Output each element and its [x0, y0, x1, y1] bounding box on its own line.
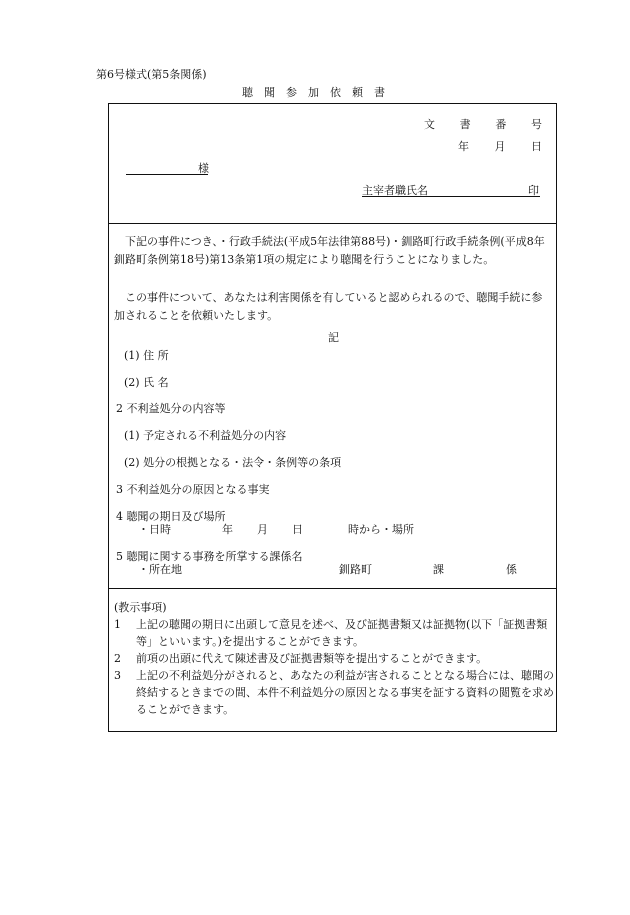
- date-row: [458, 138, 542, 154]
- hearing-time-place: 時から・場所: [348, 523, 414, 536]
- notice-text: 上記の不利益処分がされると、あなたの利益が害されることとなる場合には、聴聞の終結するときまでの間、本件不利益処分の原因となる事実を証する資料の閲覧を求めることができます。: [136, 669, 554, 716]
- date-month: 月: [494, 140, 506, 153]
- addressee-blank-line: [126, 174, 208, 175]
- seal-mark: 印: [528, 184, 539, 197]
- hearing-day: 日: [292, 523, 303, 536]
- section-3-heading: 3 不利益処分の原因となる事実: [116, 483, 270, 496]
- form-number-label: 第6号様式(第5条関係): [96, 68, 207, 81]
- hearing-month: 月: [257, 523, 268, 536]
- notice-text: 前項の出頭に代えて陳述書及び証拠書類等を提出することができます。: [136, 652, 488, 665]
- notice-item: [114, 616, 554, 650]
- notice-number: 2: [114, 652, 121, 665]
- doc-number-char: 書: [459, 118, 471, 131]
- section-2-1: (1) 予定される不利益処分の内容: [124, 429, 287, 442]
- section-4-heading: 4 聴聞の期日及び場所: [116, 510, 226, 523]
- document-number-row: [424, 116, 542, 132]
- date-year: 年: [458, 140, 469, 153]
- office-location-label: ・所在地: [138, 563, 182, 576]
- ki-heading: 記: [328, 331, 339, 344]
- document-title: 聴聞参加依頼書: [242, 86, 396, 99]
- item-address: (1) 住 所: [124, 349, 169, 362]
- notice-number: 1: [114, 618, 121, 631]
- intro-paragraph-1: 下記の事件につき、・行政手続法(平成5年法律第88号)・釧路町行政手続条例(平成8年釧路町条例第18号)第13条第1項の規定により聴聞を行うことになりました。: [114, 235, 545, 266]
- addressee-suffix: 様: [198, 162, 209, 175]
- doc-number-char: 号: [530, 118, 542, 131]
- notice-item: [114, 667, 554, 718]
- hearing-year: 年: [222, 523, 233, 536]
- doc-number-char: 番: [495, 118, 507, 131]
- notice-section: [114, 599, 554, 718]
- office-town: 釧路町: [339, 563, 372, 576]
- notice-divider: [108, 588, 557, 589]
- notice-heading: (教示事項): [114, 601, 167, 614]
- office-unit: 係: [506, 563, 517, 576]
- section-2-2: (2) 処分の根拠となる・法令・条例等の条項: [124, 456, 342, 469]
- office-section: 課: [433, 563, 444, 576]
- date-day: 日: [531, 140, 542, 153]
- notice-text: 上記の聴聞の期日に出頭して意見を述べ、及び証拠書類又は証拠物(以下「証拠書類等」といいます。)を提出することができます。: [136, 618, 548, 648]
- section-5-heading: 5 聴聞に関する事務を所掌する課係名: [116, 550, 303, 563]
- doc-number-char: 文: [424, 118, 435, 131]
- intro-paragraph-2: この事件について、あなたは利害関係を有していると認められるので、聴聞手続に参加されることを依頼いたします。: [114, 291, 543, 322]
- section-2-heading: 2 不利益処分の内容等: [116, 402, 226, 415]
- presider-label: 主宰者職氏名: [362, 184, 428, 197]
- notice-list: [114, 616, 554, 718]
- notice-item: [114, 650, 554, 667]
- notice-number: 3: [114, 669, 121, 682]
- presider-blank-line: [362, 196, 540, 197]
- hearing-datetime-label: ・日時: [138, 523, 171, 536]
- header-divider: [108, 223, 557, 224]
- item-name: (2) 氏 名: [124, 376, 169, 389]
